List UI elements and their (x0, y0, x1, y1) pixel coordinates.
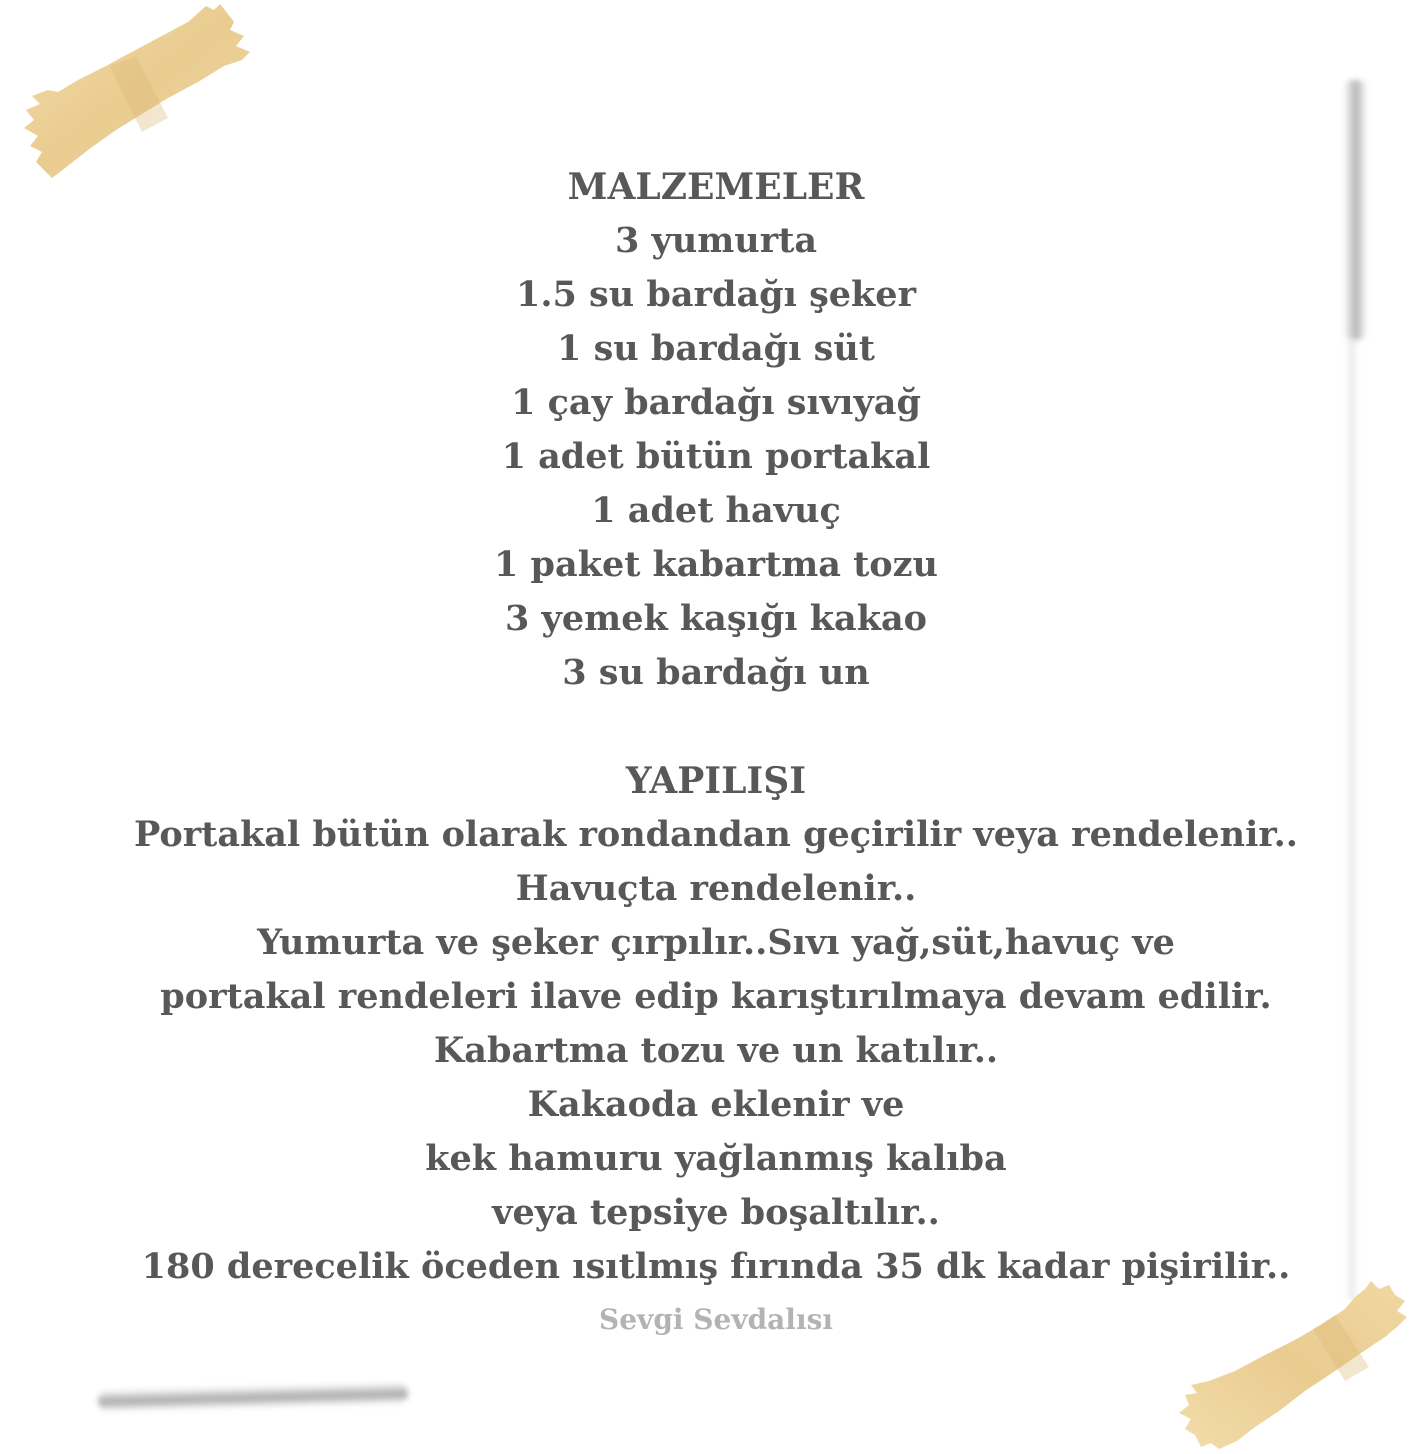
method-line: Kakaoda eklenir ve (527, 1084, 905, 1125)
method-line: 180 derecelik öceden ısıtlmış fırında 35 dk kadar pişirilir.. (141, 1246, 1291, 1287)
ingredient-item: 1 adet bütün portakal (501, 436, 931, 477)
section-spacer (0, 700, 1409, 754)
ingredient-item: 3 su bardağı un (562, 652, 870, 693)
method-heading: YAPILIŞI (625, 760, 807, 802)
method-line: Portakal bütün olarak rondandan geçirilir veya rendelenir.. (134, 814, 1298, 855)
method-line: Yumurta ve şeker çırpılır..Sıvı yağ,süt,havuç ve (257, 922, 1175, 963)
method-line: kek hamuru yağlanmış kalıba (425, 1138, 1007, 1179)
method-line: veya tepsiye boşaltılır.. (492, 1192, 940, 1233)
ingredient-item: 3 yumurta (614, 220, 818, 261)
ingredient-item: 1 çay bardağı sıvıyağ (511, 382, 921, 423)
ingredient-item: 1 adet havuç (591, 490, 841, 531)
ingredient-item: 1.5 su bardağı şeker (515, 274, 917, 315)
ingredient-item: 3 yemek kaşığı kakao (505, 598, 927, 639)
paper-edge-shadow-bottom (98, 1382, 408, 1412)
method-line: portakal rendeleri ilave edip karıştırılmaya devam edilir. (160, 976, 1272, 1017)
method-line: Kabartma tozu ve un katılır.. (433, 1030, 999, 1071)
recipe-text (0, 160, 1409, 1338)
method-line: Havuçta rendelenir.. (515, 868, 917, 909)
ingredient-item: 1 su bardağı süt (557, 328, 875, 369)
ingredients-heading: MALZEMELER (567, 166, 865, 208)
author-signature: Sevgi Sevdalısı (599, 1303, 833, 1336)
ingredient-item: 1 paket kabartma tozu (494, 544, 938, 585)
